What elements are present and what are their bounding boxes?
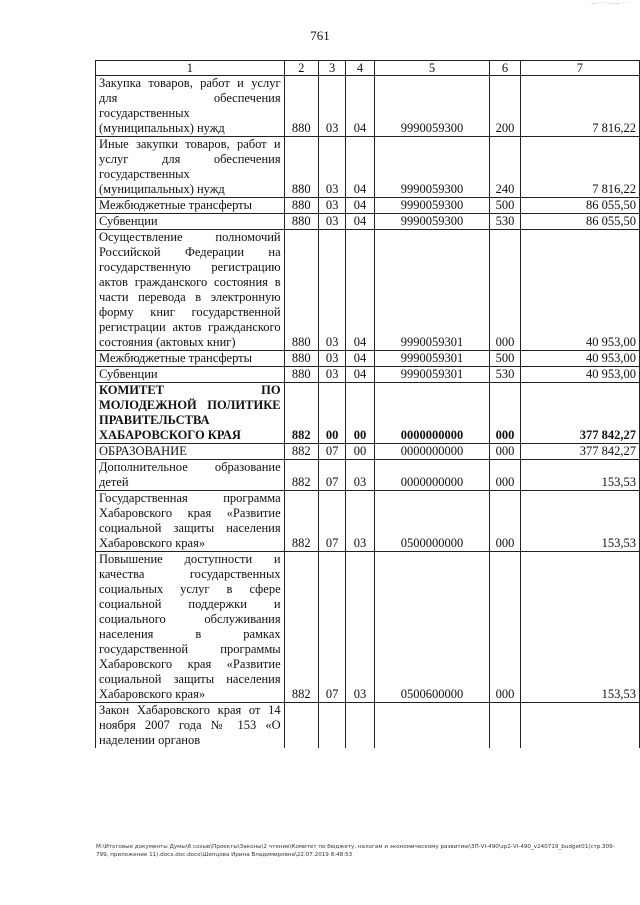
cell-amount: 377 842,27 <box>520 383 639 444</box>
cell-amount: 7 816,22 <box>520 76 639 137</box>
cell-subsection: 00 <box>346 383 374 444</box>
cell-expense-type: 500 <box>490 198 521 214</box>
row-name: Повышение доступности и качества государственных социальных услуг в сфере социальной поддержки и социального обслуживания населения в рамках государственной программы Хабаровского края «Развитие социальной защиты населения Хабаровского края» <box>96 552 285 703</box>
table-row <box>96 137 640 198</box>
row-name: Межбюджетные трансферты <box>96 351 285 367</box>
cell-expense-type: 000 <box>490 460 521 491</box>
cell-target-code: 0500000000 <box>374 491 490 552</box>
table-row <box>96 76 640 137</box>
cell-section: 03 <box>318 198 345 214</box>
cell-amount: 153,53 <box>520 491 639 552</box>
cell-admin-code <box>284 703 318 749</box>
cell-admin-code: 882 <box>284 383 318 444</box>
row-name: Субвенции <box>96 367 285 383</box>
cell-target-code: 0000000000 <box>374 444 490 460</box>
file-path-footer: М:\Итоговые документы Думы\6 созыв\Проекты\Законы\2 чтение\Комитет по бюджету, налогам и экономическому развитию\ЗП-VI-490\зр2-VI-490_v240719_budget01(стр.309-799, приложение 11).docx.doc.docx\Шепцова Ирина Владимировна\22.07.2019 8:48:53 <box>96 844 615 858</box>
cell-expense-type: 000 <box>490 491 521 552</box>
header-cell: 4 <box>346 61 374 76</box>
cell-admin-code: 882 <box>284 552 318 703</box>
cell-section: 03 <box>318 214 345 230</box>
cell-target-code: 9990059300 <box>374 76 490 137</box>
row-name: ОБРАЗОВАНИЕ <box>96 444 285 460</box>
row-name: Государственная программа Хабаровского края «Развитие социальной защиты населения Хабаровского края» <box>96 491 285 552</box>
cell-target-code: 9990059301 <box>374 351 490 367</box>
cell-subsection: 03 <box>346 491 374 552</box>
cell-target-code: 9990059301 <box>374 367 490 383</box>
table-row <box>96 230 640 351</box>
cell-target-code <box>374 703 490 749</box>
cell-section: 03 <box>318 367 345 383</box>
table-row <box>96 444 640 460</box>
cell-amount: 40 953,00 <box>520 367 639 383</box>
header-cell: 2 <box>284 61 318 76</box>
row-name: Межбюджетные трансферты <box>96 198 285 214</box>
cell-section: 07 <box>318 444 345 460</box>
cell-target-code: 9990059300 <box>374 137 490 198</box>
table-row <box>96 460 640 491</box>
cell-expense-type: 000 <box>490 444 521 460</box>
cell-subsection <box>346 703 374 749</box>
page-number: 761 <box>310 28 330 43</box>
cell-expense-type: 240 <box>490 137 521 198</box>
row-name: Дополнительное образование детей <box>96 460 285 491</box>
cell-section: 07 <box>318 460 345 491</box>
cell-section: 03 <box>318 230 345 351</box>
cell-admin-code: 880 <box>284 230 318 351</box>
cell-admin-code: 880 <box>284 367 318 383</box>
table-row <box>96 351 640 367</box>
cell-admin-code: 882 <box>284 491 318 552</box>
cell-target-code: 9990059301 <box>374 230 490 351</box>
cell-subsection: 04 <box>346 214 374 230</box>
cell-target-code: 9990059300 <box>374 198 490 214</box>
cell-expense-type <box>490 703 521 749</box>
cell-admin-code: 880 <box>284 214 318 230</box>
cell-amount: 86 055,50 <box>520 214 639 230</box>
cell-admin-code: 880 <box>284 137 318 198</box>
cell-section: 03 <box>318 351 345 367</box>
table-row <box>96 367 640 383</box>
cell-subsection: 04 <box>346 230 374 351</box>
budget-table <box>95 60 640 748</box>
cell-subsection: 03 <box>346 552 374 703</box>
table-row <box>96 552 640 703</box>
cell-admin-code: 882 <box>284 460 318 491</box>
cell-admin-code: 880 <box>284 198 318 214</box>
cell-expense-type: 000 <box>490 230 521 351</box>
cell-amount: 86 055,50 <box>520 198 639 214</box>
header-cell: 6 <box>490 61 521 76</box>
cell-section: 00 <box>318 383 345 444</box>
table-row-committee <box>96 383 640 444</box>
row-name: Субвенции <box>96 214 285 230</box>
table-row <box>96 198 640 214</box>
cell-section: 03 <box>318 137 345 198</box>
cell-section: 07 <box>318 491 345 552</box>
header-cell: 3 <box>318 61 345 76</box>
cell-amount: 377 842,27 <box>520 444 639 460</box>
table-header-row <box>96 61 640 76</box>
header-cell: 5 <box>374 61 490 76</box>
cell-target-code: 9990059300 <box>374 214 490 230</box>
cell-subsection: 03 <box>346 460 374 491</box>
row-name: Закон Хабаровского края от 14 ноября 2007 года № 153 «О наделении органов <box>96 703 285 749</box>
cell-subsection: 04 <box>346 137 374 198</box>
header-cell: 1 <box>96 61 285 76</box>
cell-amount: 153,53 <box>520 552 639 703</box>
cell-amount: 40 953,00 <box>520 230 639 351</box>
cell-subsection: 04 <box>346 367 374 383</box>
cell-admin-code: 882 <box>284 444 318 460</box>
cell-subsection: 04 <box>346 198 374 214</box>
cell-amount <box>520 703 639 749</box>
cell-expense-type: 530 <box>490 367 521 383</box>
row-name: Иные закупки товаров, работ и услуг для обеспечения государственных (муниципальных) нужд <box>96 137 285 198</box>
row-name: КОМИТЕТ ПО МОЛОДЕЖНОЙ ПОЛИТИКЕ ПРАВИТЕЛЬСТВА ХАБАРОВСКОГО КРАЯ <box>96 383 285 444</box>
cell-target-code: 0000000000 <box>374 383 490 444</box>
cell-expense-type: 000 <box>490 552 521 703</box>
cell-expense-type: 500 <box>490 351 521 367</box>
header-cell: 7 <box>520 61 639 76</box>
table-row <box>96 491 640 552</box>
cell-section: 03 <box>318 76 345 137</box>
table-row-continued <box>96 703 640 749</box>
cell-amount: 7 816,22 <box>520 137 639 198</box>
cell-section <box>318 703 345 749</box>
table-row <box>96 214 640 230</box>
cell-expense-type: 530 <box>490 214 521 230</box>
cell-target-code: 0000000000 <box>374 460 490 491</box>
page-top-mark: –– ·· · –––– ·· · <box>591 0 630 7</box>
cell-subsection: 04 <box>346 76 374 137</box>
cell-amount: 153,53 <box>520 460 639 491</box>
row-name: Закупка товаров, работ и услуг для обеспечения государственных (муниципальных) нужд <box>96 76 285 137</box>
row-name: Осуществление полномочий Российской Федерации на государственную регистрацию актов гражданского состояния в части перевода в электронную форму книг государственной регистрации актов гражданского состояния (актовых книг) <box>96 230 285 351</box>
cell-admin-code: 880 <box>284 76 318 137</box>
cell-expense-type: 200 <box>490 76 521 137</box>
cell-target-code: 0500600000 <box>374 552 490 703</box>
cell-amount: 40 953,00 <box>520 351 639 367</box>
cell-subsection: 04 <box>346 351 374 367</box>
cell-subsection: 00 <box>346 444 374 460</box>
cell-section: 07 <box>318 552 345 703</box>
cell-expense-type: 000 <box>490 383 521 444</box>
cell-admin-code: 880 <box>284 351 318 367</box>
